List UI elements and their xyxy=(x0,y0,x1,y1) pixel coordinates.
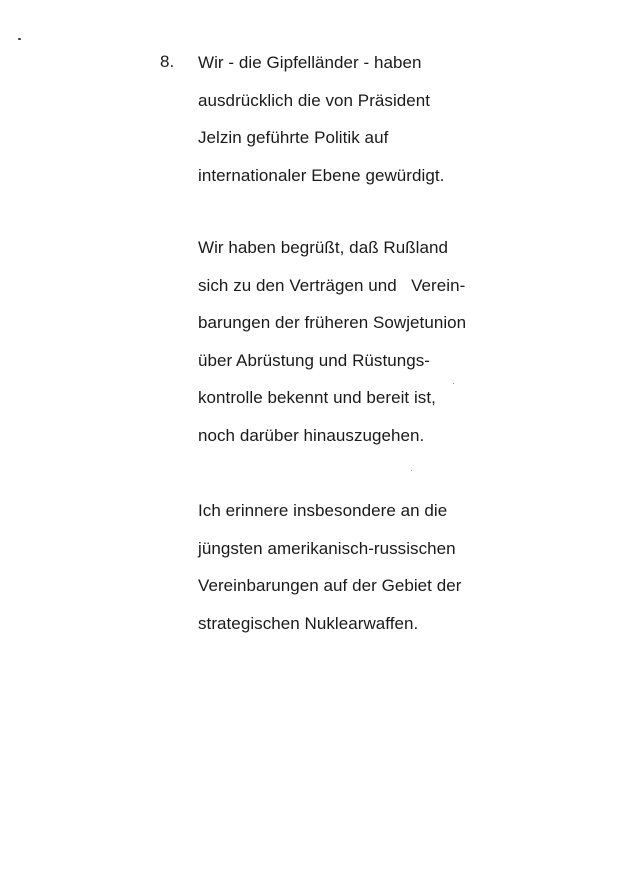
text-line: kontrolle bekennt und bereit ist, xyxy=(198,388,436,408)
text-line: über Abrüstung und Rüstungs- xyxy=(198,350,430,370)
text-line: Wir - die Gipfelländer - haben xyxy=(198,53,422,72)
scan-speck xyxy=(411,470,412,471)
item-number: 8. xyxy=(160,52,175,71)
paragraph-summit-policy xyxy=(198,44,538,194)
paragraph-russia-treaties xyxy=(198,229,538,455)
paragraph-nuclear-agreements xyxy=(198,492,538,642)
text-line: sich zu den Verträgen und Verein- xyxy=(198,275,466,295)
text-line: barungen der früheren Sowjetunion xyxy=(198,313,467,333)
text-line: Ich erinnere insbesondere an die xyxy=(198,501,448,520)
scan-speck xyxy=(18,38,21,40)
text-line: Vereinbarungen auf der Gebiet der xyxy=(198,576,462,596)
text-line: strategischen Nuklearwaffen. xyxy=(198,613,419,633)
text-line: noch darüber hinauszugehen. xyxy=(198,425,425,445)
text-line: Jelzin geführte Politik auf xyxy=(198,128,389,148)
text-line: Wir haben begrüßt, daß Rußland xyxy=(198,238,449,257)
text-line: ausdrücklich die von Präsident xyxy=(198,90,431,110)
text-line: jüngsten amerikanisch-russischen xyxy=(198,538,456,558)
text-line: internationaler Ebene gewürdigt. xyxy=(198,165,445,185)
